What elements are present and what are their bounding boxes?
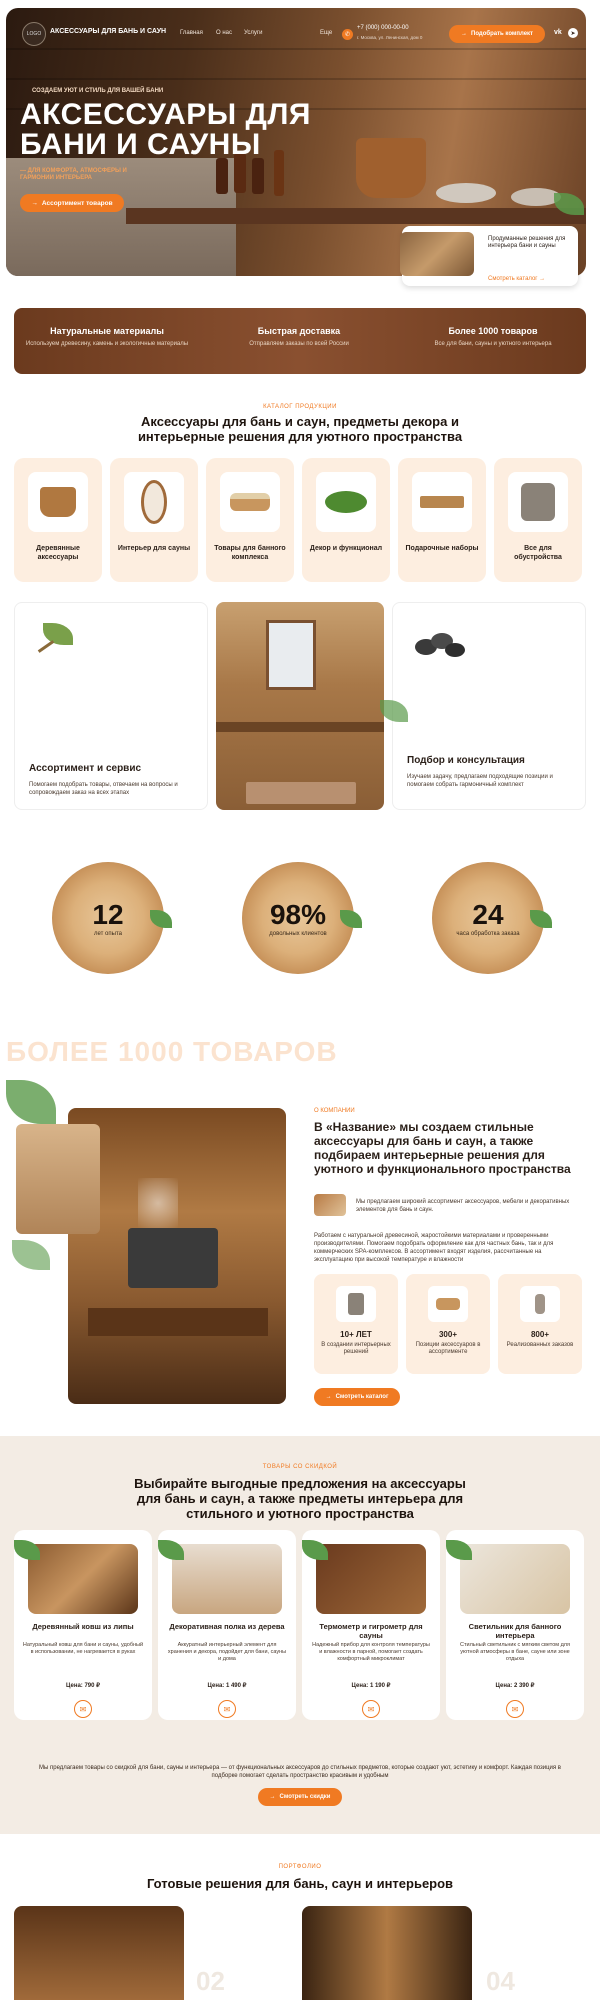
portfolio-number: 04 <box>486 1966 515 1996</box>
sauna-room-image <box>216 602 384 810</box>
feature-desc: Отправляем заказы по всей России <box>249 341 349 347</box>
mini-card-text: Продуманные решения для интерьера бани и сауны <box>488 236 566 249</box>
service-title: Подбор и консультация <box>407 755 525 766</box>
mini-card-image <box>400 232 474 276</box>
mini-card-link[interactable]: Смотреть каталог → <box>488 276 546 282</box>
leaf-decor <box>6 1080 56 1124</box>
category-label: Подарочные наборы <box>405 545 479 552</box>
vase-icon <box>520 1286 560 1322</box>
offers-title: Выбирайте выгодные предложения на аксессуары для бань и саун, а также предметы интерьера для стильного и уютного пространства <box>134 1476 466 1521</box>
birch-broom-icon <box>35 619 75 659</box>
nav-services[interactable]: Услуги <box>244 30 263 36</box>
logo[interactable]: LOGO <box>22 22 46 46</box>
product-desc: Аккуратный интерьерный элемент для хранения и декора, подойдет для бани, сауны и дома <box>167 1642 287 1662</box>
arrow-icon: → <box>31 199 38 207</box>
person-sauna-image <box>16 1124 100 1234</box>
nav-more[interactable]: Еще <box>320 30 333 36</box>
cart-icon[interactable]: ✉ <box>506 1700 524 1718</box>
stat-number: 12 <box>92 899 124 930</box>
about-box-number: 800+ <box>530 1330 550 1339</box>
arrow-icon: → <box>325 1394 332 1400</box>
about-paragraph-1: Мы предлагаем широкий ассортимент аксессуаров, мебели и декоративных элементов для бань и саун. <box>356 1199 570 1213</box>
portfolio-image[interactable] <box>14 1906 184 2000</box>
arrow-icon: → <box>461 31 468 37</box>
service-desc: Изучаем задачу, предлагаем подходящие позиции и помогаем собрать гармоничный комплект <box>407 774 553 788</box>
stone-icon <box>508 472 568 532</box>
offers-button[interactable]: → Смотреть скидки <box>258 1788 342 1806</box>
big-background-text: БОЛЕЕ 1000 ТОВАРОВ <box>6 1036 338 1067</box>
product-image <box>172 1544 282 1614</box>
product-price: Цена: 2 390 ₽ <box>495 1683 535 1689</box>
category-card[interactable] <box>206 458 294 582</box>
about-box-desc: Реализованных заказов <box>506 1342 574 1348</box>
gift-set-icon <box>412 472 472 532</box>
product-title: Термометр и гигрометр для сауны <box>319 1622 423 1640</box>
feature-desc: Все для бани, сауны и уютного интерьера <box>434 341 552 347</box>
cart-icon[interactable]: ✉ <box>218 1700 236 1718</box>
category-card[interactable] <box>302 458 390 582</box>
mirror-icon <box>124 472 184 532</box>
offers-note: Мы предлагаем товары со скидкой для бани, сауны и интерьера — от функциональных аксессуаров до стильных предметов, которые создают уют, эстетику и комфорт. Каждая позиция в подборке помогает сделать пространство красивым и удобным <box>39 1765 561 1779</box>
stat-number: 24 <box>472 899 504 930</box>
about-title: В «Название» мы создаем стильные аксессуары для бань и саун, а также подбираем интерьерные решения для уютного и функционального пространства <box>314 1120 571 1176</box>
category-label: Декор и функционал <box>309 545 383 552</box>
about-box-desc: Позиции аксессуаров в ассортименте <box>415 1342 481 1355</box>
category-card[interactable] <box>110 458 198 582</box>
category-label: Все для обустройства <box>514 545 562 561</box>
stat-caption: часа обработка заказа <box>456 931 520 937</box>
features-band <box>14 308 586 374</box>
product-desc: Надежный прибор для контроля температуры и влажности в парной, помогает создать комфортный микроклимат <box>312 1642 430 1662</box>
vk-icon[interactable]: vk <box>554 29 562 36</box>
wooden-bucket-icon <box>28 472 88 532</box>
hero-title: АКСЕССУАРЫ ДЛЯ БАНИ И САУНЫ <box>20 98 311 161</box>
product-title: Деревянный ковш из липы <box>32 1622 134 1631</box>
category-card[interactable] <box>398 458 486 582</box>
offers-kicker: ТОВАРЫ СО СКИДКОЙ <box>262 1464 338 1470</box>
wooden-bucket-image <box>356 138 426 198</box>
service-desc: Помогаем подобрать товары, отвечаем на вопросы и сопровождаем заказ на всех этапах <box>29 782 178 796</box>
stat-number: 98% <box>269 899 327 930</box>
portfolio-title: Готовые решения для бань, саун и интерьеров <box>146 1876 454 1891</box>
portfolio-kicker: ПОРТФОЛИО <box>278 1864 322 1870</box>
address: г. Москва, ул. Ленинская, дом 0 <box>357 35 423 40</box>
category-card[interactable] <box>494 458 582 582</box>
nav-home[interactable]: Главная <box>180 30 203 36</box>
category-card[interactable] <box>14 458 102 582</box>
feature-title: Натуральные материалы <box>50 326 164 336</box>
sauna-stones-icon <box>415 631 465 661</box>
header-cta-button[interactable]: → Подобрать комплект <box>449 25 545 43</box>
product-image <box>460 1544 570 1614</box>
stat-caption: лет опыта <box>94 931 122 937</box>
product-price: Цена: 1 190 ₽ <box>351 1683 391 1689</box>
about-paragraph-2: Работаем с натуральной древесиной, жаростойкими материалами и проверенными производителями. Помогаем подобрать оформление как для частных бань, так и для коммерческих SPA-комплексов. В ассортимент входят изделия, рассчитанные на эксплуатацию при высокой температуре и влажности <box>314 1233 554 1263</box>
hero-mini-card[interactable] <box>402 226 578 286</box>
about-stat-box <box>498 1274 582 1374</box>
about-stat-box <box>406 1274 490 1374</box>
moss-decor-icon <box>316 472 376 532</box>
hero-subtitle: — ДЛЯ КОМФОРТА, АТМОСФЕРЫ И ГАРМОНИИ ИНТЕРЬЕРА <box>20 168 127 181</box>
product-price: Цена: 1 490 ₽ <box>207 1683 247 1689</box>
stat-caption: довольных клиентов <box>269 931 327 937</box>
brush-icon <box>220 472 280 532</box>
about-catalog-button[interactable]: → Смотреть каталог <box>314 1388 400 1406</box>
stat-wood-circle <box>52 862 164 974</box>
nav-about[interactable]: О нас <box>216 30 232 36</box>
product-title: Светильник для банного интерьера <box>468 1622 562 1640</box>
about-kicker: О КОМПАНИИ <box>314 1108 355 1114</box>
category-label: Деревянные аксессуары <box>36 545 80 561</box>
feature-title: Быстрая доставка <box>257 326 341 336</box>
arrow-icon: → <box>269 1794 276 1800</box>
stone-icon <box>336 1286 376 1322</box>
about-box-number: 10+ ЛЕТ <box>340 1330 372 1339</box>
product-price: Цена: 790 ₽ <box>66 1683 100 1689</box>
product-desc: Стильный светильник с мягким светом для уютной атмосферы в бане, сауне или зоне отдыха <box>460 1642 570 1662</box>
about-sauna-image <box>68 1108 286 1404</box>
phone-number[interactable]: +7 (000) 000-00-00 <box>357 25 409 31</box>
category-label: Интерьер для сауны <box>117 545 191 552</box>
about-small-image <box>314 1194 346 1216</box>
catalog-kicker: КАТАЛОГ ПРОДУКЦИИ <box>263 404 337 410</box>
category-label: Товары для банного комплекса <box>214 545 286 561</box>
feature-title: Более 1000 товаров <box>448 326 538 336</box>
product-image <box>28 1544 138 1614</box>
portfolio-image[interactable] <box>302 1906 472 2000</box>
telegram-icon[interactable]: ➤ <box>568 28 578 38</box>
service-card <box>392 602 586 810</box>
hero-tagline: СОЗДАЕМ УЮТ И СТИЛЬ ДЛЯ ВАШЕЙ БАНИ <box>32 88 164 94</box>
stat-wood-circle <box>242 862 354 974</box>
phone-icon: ✆ <box>342 29 353 40</box>
about-stat-box <box>314 1274 398 1374</box>
brush-icon <box>428 1286 468 1322</box>
hero-catalog-button[interactable]: → Ассортимент товаров <box>20 194 124 212</box>
product-image <box>316 1544 426 1614</box>
cart-icon[interactable]: ✉ <box>362 1700 380 1718</box>
product-desc: Натуральный ковш для бани и сауны, удобный в использовании, не нагревается в руках <box>22 1642 144 1655</box>
service-title: Ассортимент и сервис <box>29 763 142 774</box>
about-box-number: 300+ <box>438 1330 458 1339</box>
about-box-desc: В создании интерьерных решений <box>321 1342 391 1355</box>
portfolio-number: 02 <box>196 1966 225 1996</box>
service-card <box>14 602 208 810</box>
brand-name: АКСЕССУАРЫ ДЛЯ БАНЬ И САУН <box>50 28 167 35</box>
leaf-decor <box>12 1240 50 1270</box>
stat-wood-circle <box>432 862 544 974</box>
cart-icon[interactable]: ✉ <box>74 1700 92 1718</box>
product-title: Декоративная полка из дерева <box>169 1622 285 1631</box>
feature-desc: Используем древесину, камень и экологичные материалы <box>25 341 189 347</box>
catalog-title: Аксессуары для бань и саун, предметы декора и интерьерные решения для уютного пространства <box>137 414 463 444</box>
